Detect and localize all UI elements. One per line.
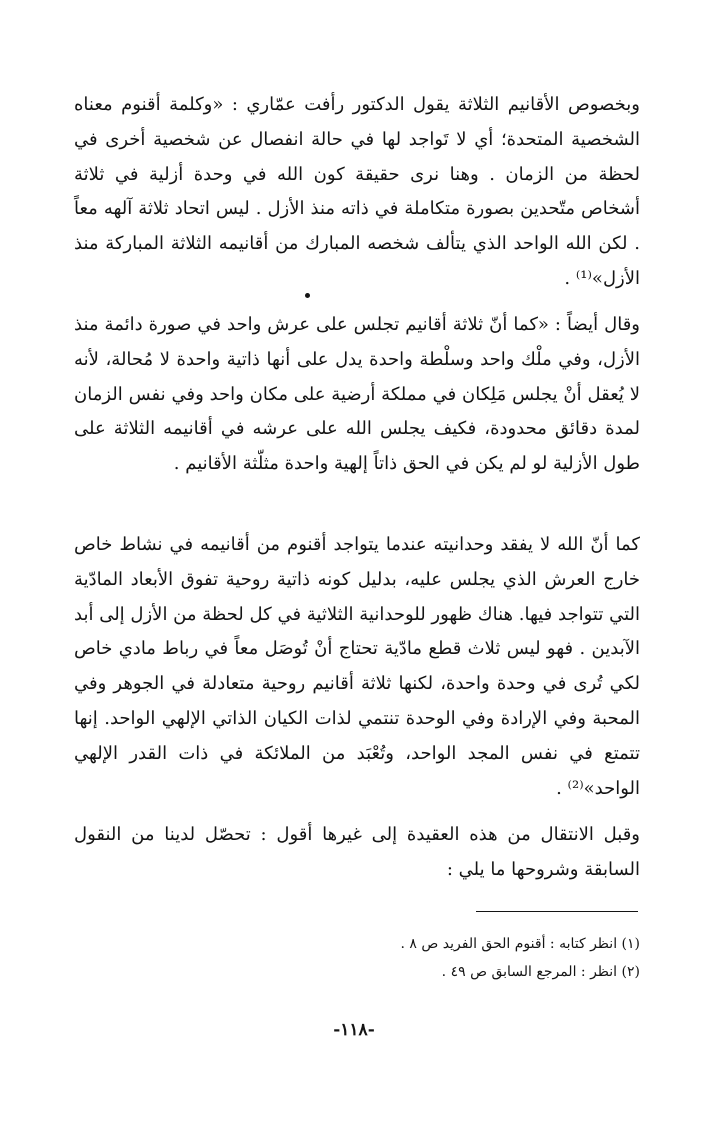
footnote-divider [476,911,638,912]
body-paragraph-3: كما أنّ الله لا يفقد وحدانيته عندما يتواجد أقنوم من أقانيمه في نشاط خاص خارج العرش الذي يجلس عليه، بدليل كونه ذاتية روحية تفوق الأبعاد المادّية التي تتواجد فيها. هناك ظهور للوحدانية الثلاثية في كل لحظة من الأزل إلى أبد الآبدين . فهو ليس ثلاث قطع مادّية تحتاج أنْ تُوصَل معاً في رباط مادي خاص لكي تُرى في وحدة واحدة، لكنها ثلاثة أقانيم روحية متعادلة في الجوهر وفي المحبة وفي الإرادة وفي الوحدة تنتمي لذات الكيان الذاتي الإلهي الواحد. إنها تتمتع في نفس المجد الواحد، وتُعْبَد من الملائكة في ذات القدر الإلهي الواحد»⁽²⁾ . [74,534,640,799]
body-paragraph-4: وقبل الانتقال من هذه العقيدة إلى غيرها أقول : تحصّل لدينا من النقول السابقة وشروحها ما يلي : [74,824,640,880]
footnote-2: (٢) انظر : المرجع السابق ص ٤٩ . [441,964,640,980]
body-paragraph-2: وقال أيضاً : «كما أنّ ثلاثة أقانيم تجلس على عرش واحد في صورة دائمة منذ الأزل، وفي ملْك واحد وسلْطة واحدة يدل على أنها ذاتية واحدة لا مُحالة، لأنه لا يُعقل أنْ يجلس مَلِكان في مملكة أرضية على مكان واحد وفي نفس الزمان لمدة دقائق محدودة، فكيف يجلس الله على عرشه في أقانيمه الثلاثة على طول الأزلية لو لم يكن في الحق ذاتاً إلهية واحدة مثلّثة الأقانيم . [74,314,640,475]
section-separator-dot [305,293,310,298]
body-paragraph-1: وبخصوص الأقانيم الثلاثة يقول الدكتور رأفت عمّاري : «وكلمة أقنوم معناه الشخصية المتحدة؛ أي لا تَواجد لها في حالة انفصال عن شخصية أخرى في لحظة من الزمان . وهنا نرى حقيقة كون الله في وحدة أزلية في ثلاثة أشخاص متّحدين بصورة متكاملة في ذاته منذ الأزل . ليس اتحاد ثلاثة آلهه معاً . لكن الله الواحد الذي يتألف شخصه المبارك من أقانيمه الثلاثة المباركة منذ الأزل»⁽¹⁾ . [74,94,640,289]
footnote-1: (١) انظر كتابه : أقنوم الحق الفريد ص ٨ . [400,936,640,952]
page-number: -١١٨- [333,1020,375,1040]
footnotes [74,930,640,986]
